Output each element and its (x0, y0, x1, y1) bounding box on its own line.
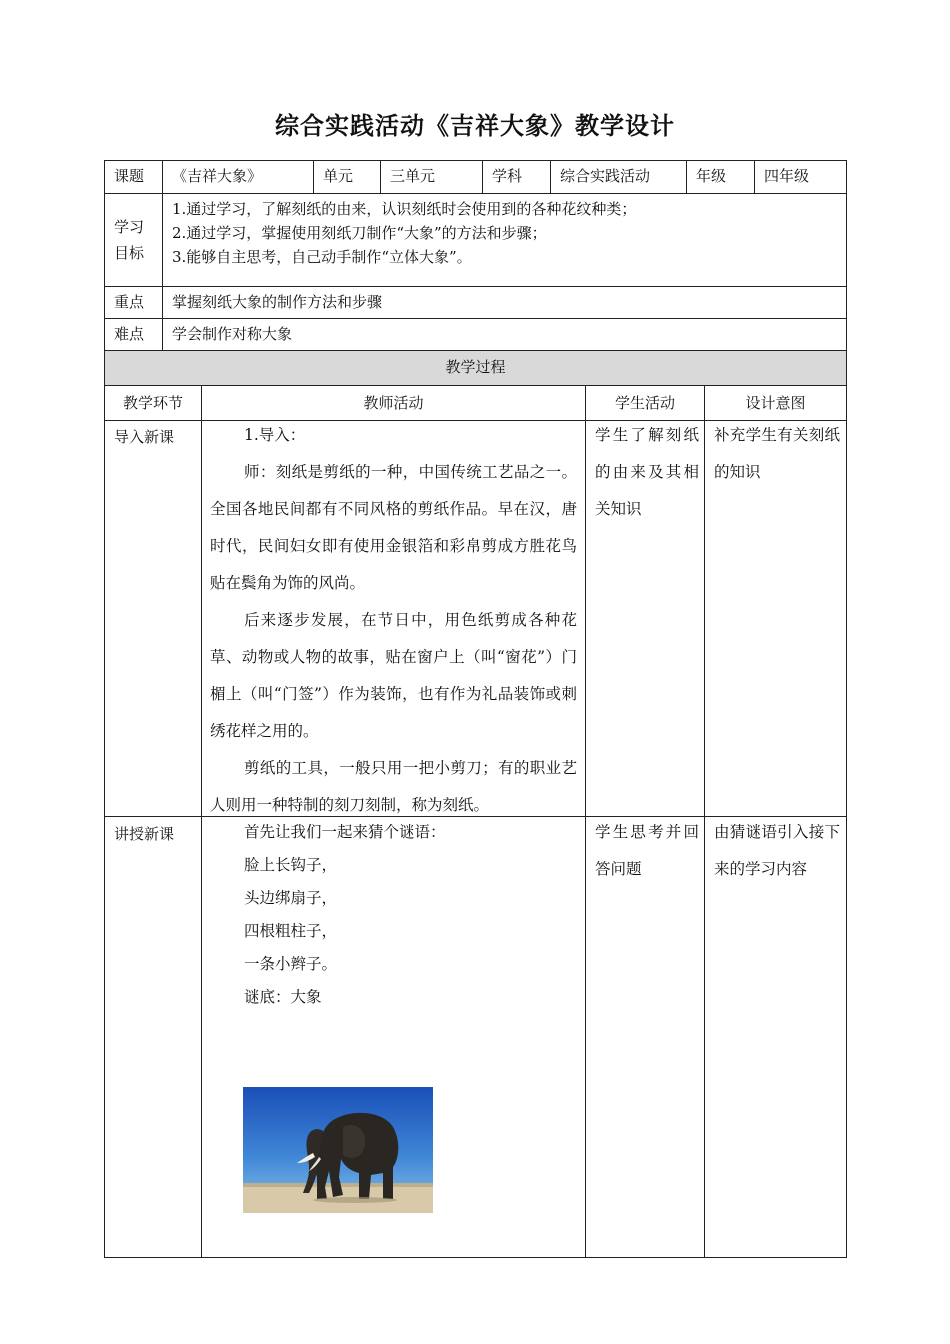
unit-label: 单元 (323, 167, 354, 185)
column-header: 学生活动 (614, 394, 675, 412)
teacher-paragraph: 1.导入： (244, 426, 306, 444)
teacher-paragraph: 剪纸的工具，一般只用一把小剪刀；有的职业艺人则用一种特制的刻刀刻制，称为刻纸。 (210, 759, 577, 814)
subject-value: 综合实践活动 (560, 167, 651, 185)
elephant-photo (243, 1087, 433, 1213)
column-header: 设计意图 (745, 394, 806, 412)
riddle-line: 头边绑扇子， (244, 889, 338, 907)
riddle-line: 四根粗柱子， (244, 922, 338, 940)
teacher-activity (244, 816, 574, 1014)
grade-label: 年级 (696, 167, 727, 185)
riddle-answer: 谜底：大象 (244, 988, 322, 1006)
teacher-paragraph: 后来逐步发展，在节日中，用色纸剪成各种花草、动物或人物的故事，贴在窗户上（叫“窗花”）门楣上（叫“门签”）作为装饰，也有作为礼品装饰或刺绣花样之用的。 (210, 611, 577, 740)
riddle-line: 脸上长钩子， (244, 856, 338, 874)
stage-label: 讲授新课 (114, 825, 175, 843)
topic-label: 课题 (114, 167, 145, 185)
grade-value: 四年级 (764, 167, 810, 185)
column-header: 教师活动 (363, 394, 424, 412)
topic-value: 《吉祥大象》 (172, 167, 263, 185)
page-title: 综合实践活动《吉祥大象》教学设计 (275, 111, 675, 140)
riddle-line: 首先让我们一起来猜个谜语： (244, 823, 446, 841)
difficulty-label: 难点 (114, 325, 145, 343)
design-intent: 补充学生有关刻纸的知识 (714, 426, 840, 481)
key-point-label: 重点 (114, 293, 145, 311)
objectives-label-2: 目标 (114, 244, 145, 262)
riddle-line: 一条小辫子。 (244, 955, 338, 973)
unit-value: 三单元 (390, 167, 436, 185)
teacher-activity (210, 417, 577, 824)
stage-label: 导入新课 (114, 428, 175, 446)
objectives-label-1: 学习 (114, 218, 145, 236)
student-activity: 学生思考并回答问题 (595, 823, 699, 878)
column-header: 教学环节 (122, 394, 183, 412)
teacher-paragraph: 师：刻纸是剪纸的一种，中国传统工艺品之一。全国各地民间都有不同风格的剪纸作品。早在汉，唐时代，民间妇女即有使用金银箔和彩帛剪成方胜花鸟贴在鬓角为饰的风尚。 (210, 463, 577, 592)
key-point-value: 掌握刻纸大象的制作方法和步骤 (172, 293, 383, 311)
difficulty-value: 学会制作对称大象 (172, 325, 293, 343)
design-intent: 由猜谜语引入接下来的学习内容 (714, 823, 840, 878)
objective-item: 3.能够自主思考，自己动手制作“立体大象”。 (172, 248, 472, 266)
student-activity: 学生了解刻纸的由来及其相关知识 (595, 426, 699, 518)
objective-item: 2.通过学习，掌握使用刻纸刀制作“大象”的方法和步骤； (172, 224, 547, 242)
subject-label: 学科 (492, 167, 523, 185)
process-header: 教学过程 (445, 358, 506, 376)
objective-item: 1.通过学习，了解刻纸的由来，认识刻纸时会使用到的各种花纹种类； (172, 200, 637, 218)
